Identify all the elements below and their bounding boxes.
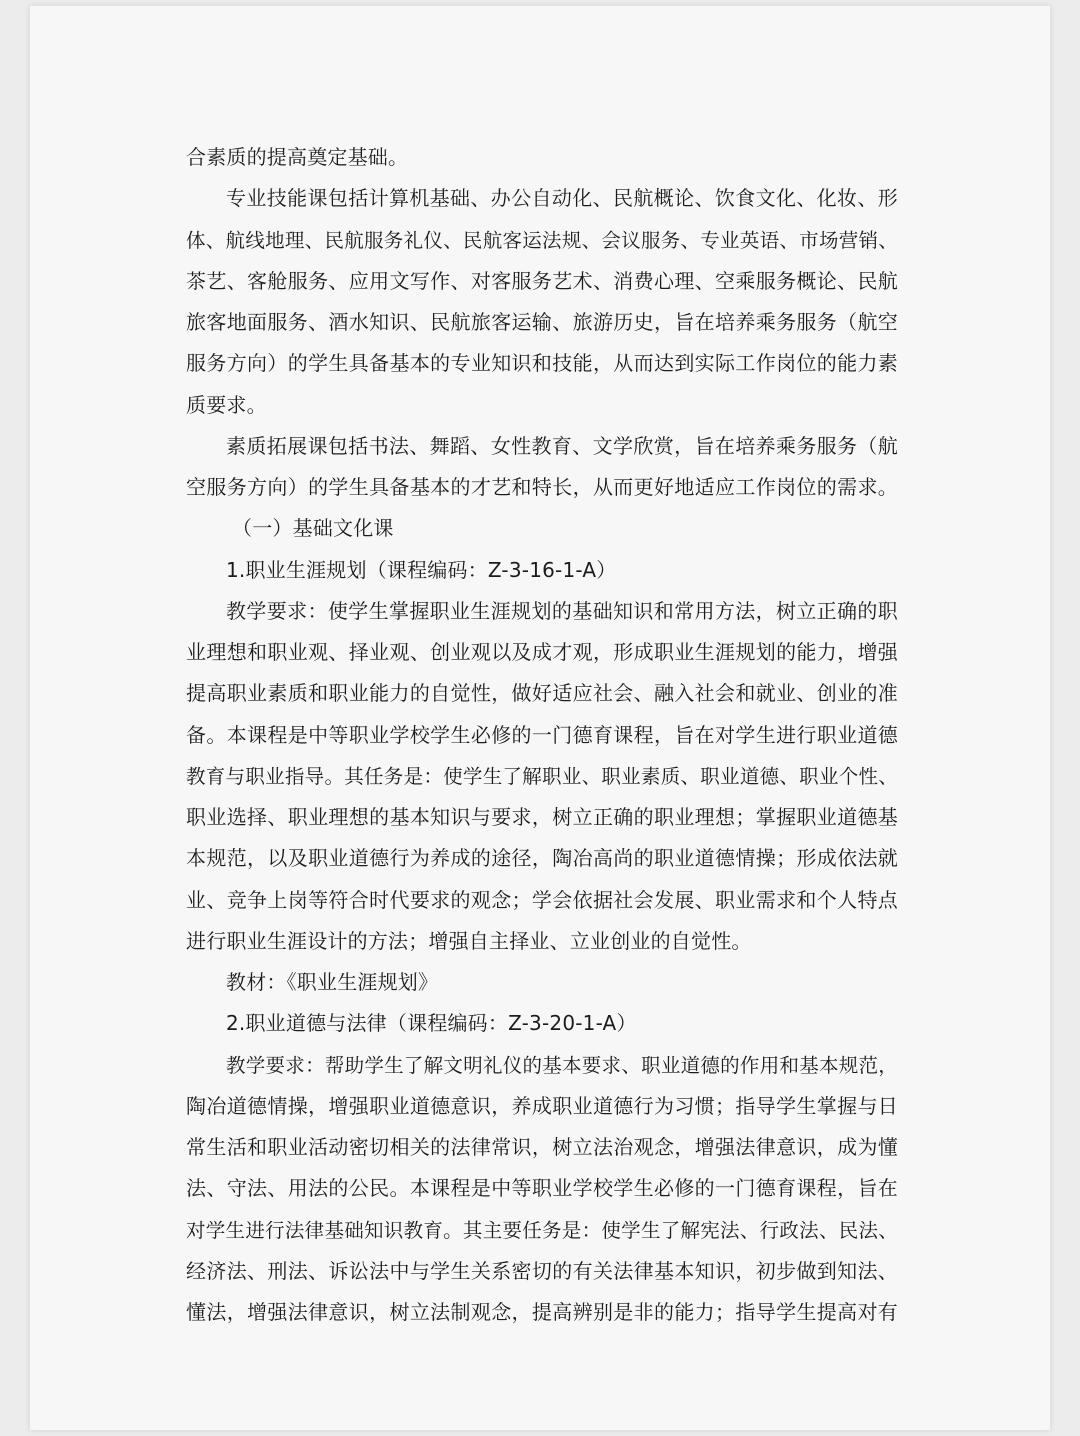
text-line: 进行职业生涯设计的方法；增强自主择业、立业创业的自觉性。 xyxy=(186,928,752,953)
text-line: 陶冶道德情操，增强职业道德意识，养成职业道德行为习惯；指导学生掌握与日 xyxy=(186,1093,898,1118)
text-line: 茶艺、客舱服务、应用文写作、对客服务艺术、消费心理、空乘服务概论、民航 xyxy=(186,268,898,293)
text-line: 业、竞争上岗等符合时代要求的观念；学会依据社会发展、职业需求和个人特点 xyxy=(186,887,898,912)
text-line: 对学生进行法律基础知识教育。其主要任务是：使学生了解宪法、行政法、民法、 xyxy=(186,1218,898,1242)
text-line: 2.职业道德与法律（课程编码：Z-3-20-1-A） xyxy=(226,1011,637,1036)
text-line: 服务方向）的学生具备基本的专业知识和技能，从而达到实际工作岗位的能力素 xyxy=(186,351,898,376)
text-line: 经济法、刑法、诉讼法中与学生关系密切的有关法律基本知识，初步做到知法、 xyxy=(186,1258,898,1283)
text-line: 法、守法、用法的公民。本课程是中等职业学校学生必修的一门德育课程，旨在 xyxy=(186,1176,898,1201)
text-line: 提高职业素质和职业能力的自觉性，做好适应社会、融入社会和就业、创业的准 xyxy=(186,681,898,706)
text-line: 懂法，增强法律意识，树立法制观念，提高辨别是非的能力；指导学生提高对有 xyxy=(186,1300,898,1324)
text-line: 备。本课程是中等职业学校学生必修的一门德育课程，旨在对学生进行职业道德 xyxy=(186,722,898,747)
text-line: 素质拓展课包括书法、舞蹈、女性教育、文学欣赏，旨在培养乘务服务（航 xyxy=(226,433,898,458)
text-line: 常生活和职业活动密切相关的法律常识，树立法治观念，增强法律意识，成为懂 xyxy=(186,1135,898,1159)
text-line: 教学要求：使学生掌握职业生涯规划的基础知识和常用方法，树立正确的职 xyxy=(226,598,898,623)
text-line: 本规范，以及职业道德行为养成的途径，陶冶高尚的职业道德情操；形成依法就 xyxy=(186,846,898,871)
text-line: 旅客地面服务、酒水知识、民航旅客运输、旅游历史，旨在培养乘务服务（航空 xyxy=(186,310,898,334)
text-line: 体、航线地理、民航服务礼仪、民航客运法规、会议服务、专业英语、市场营销、 xyxy=(186,228,898,252)
text-line: 教育与职业指导。其任务是：使学生了解职业、职业素质、职业道德、职业个性、 xyxy=(186,764,898,788)
text-line: 空服务方向）的学生具备基本的才艺和特长，从而更好地适应工作岗位的需求。 xyxy=(186,475,898,499)
document-body xyxy=(186,137,898,1333)
text-line: （一）基础文化课 xyxy=(232,516,394,541)
text-line: 业理想和职业观、择业观、创业观以及成才观，形成职业生涯规划的能力，增强 xyxy=(186,640,898,664)
text-line: 专业技能课包括计算机基础、办公自动化、民航概论、饮食文化、化妆、形 xyxy=(226,186,898,211)
text-line: 1.职业生涯规划（课程编码：Z-3-16-1-A） xyxy=(226,557,617,582)
text-line: 教学要求：帮助学生了解文明礼仪的基本要求、职业道德的作用和基本规范， xyxy=(226,1053,898,1077)
text-line: 质要求。 xyxy=(186,392,267,417)
text-line: 职业选择、职业理想的基本知识与要求，树立正确的职业理想；掌握职业道德基 xyxy=(186,805,898,829)
text-line: 合素质的提高奠定基础。 xyxy=(186,145,409,169)
text-line: 教材：《职业生涯规划》 xyxy=(226,970,439,994)
document-page xyxy=(30,6,1050,1430)
